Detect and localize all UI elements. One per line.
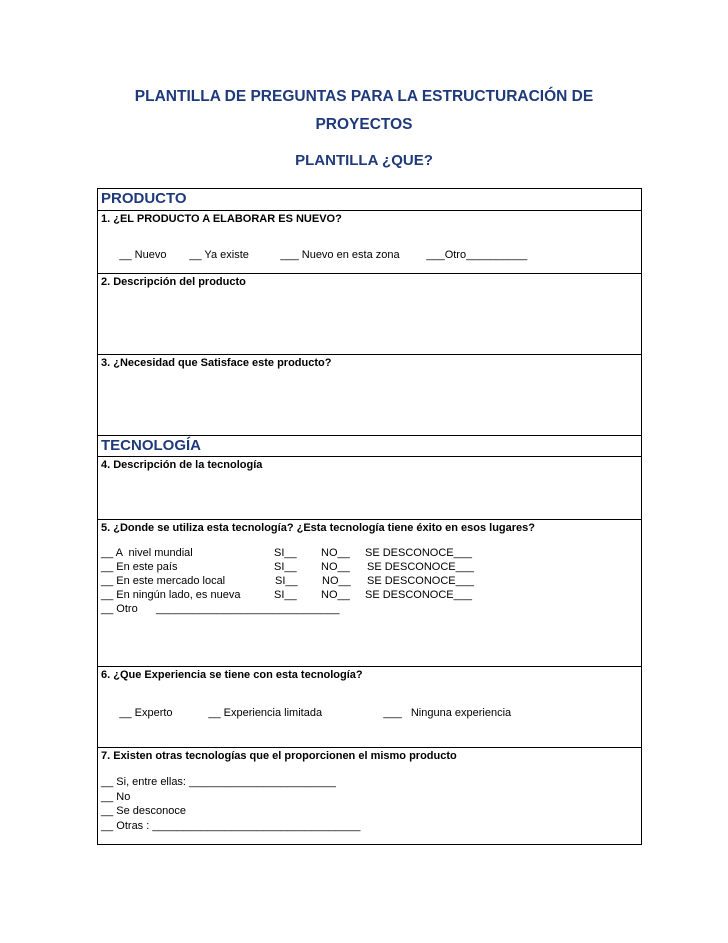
option-se-desconoce[interactable]: SE DESCONOCE___ (367, 561, 474, 573)
section-header-tecnologia: TECNOLOGÍA (98, 435, 641, 456)
option-si-entre-ellas[interactable]: __ Si, entre ellas: ________________________ (101, 776, 336, 788)
option-nuevo-en-zona[interactable]: ___ Nuevo en esta zona (280, 249, 400, 261)
question-6-cell[interactable] (98, 666, 641, 747)
question-1-text: 1. ¿EL PRODUCTO A ELABORAR ES NUEVO? (101, 213, 342, 225)
grid-row-label: __ A nivel mundial (101, 547, 193, 559)
grid-row-label: __ En este país (101, 561, 178, 573)
question-5-text: 5. ¿Donde se utiliza esta tecnología? ¿Esta tecnología tiene éxito en esos lugares? (101, 522, 535, 534)
option-otro[interactable]: ___Otro__________ (426, 249, 528, 261)
option-se-desconoce[interactable]: SE DESCONOCE___ (367, 575, 474, 587)
document-title-line1: PLANTILLA DE PREGUNTAS PARA LA ESTRUCTURACIÓN DE (134, 88, 594, 105)
question-7-text: 7. Existen otras tecnologías que el proporcionen el mismo producto (101, 750, 457, 762)
question-2-cell[interactable] (98, 273, 641, 354)
option-ninguna-experiencia[interactable]: ___ Ninguna experiencia (383, 707, 512, 719)
option-no[interactable]: NO__ (321, 561, 350, 573)
question-3-cell[interactable] (98, 354, 641, 435)
grid-row (101, 589, 638, 603)
option-no[interactable]: __ No (101, 790, 131, 803)
question-1-options (101, 237, 638, 261)
option-no[interactable]: NO__ (322, 575, 351, 587)
question-7-cell[interactable] (98, 747, 641, 844)
questionnaire-table (97, 188, 642, 845)
question-1-cell[interactable] (98, 210, 641, 273)
question-6-text: 6. ¿Que Experiencia se tiene con esta tecnología? (101, 669, 363, 681)
option-nuevo[interactable]: __ Nuevo (119, 249, 167, 261)
option-si[interactable]: SI__ (274, 589, 297, 601)
question-3-text: 3. ¿Necesidad que Satisface este producto? (101, 357, 332, 369)
document-subtitle: PLANTILLA ¿QUE? (295, 152, 433, 169)
option-si[interactable]: SI__ (274, 561, 297, 573)
option-experiencia-limitada[interactable]: __ Experiencia limitada (208, 707, 323, 719)
option-se-desconoce[interactable]: SE DESCONOCE___ (365, 589, 472, 601)
option-ya-existe[interactable]: __ Ya existe (189, 249, 249, 261)
grid-row (101, 561, 638, 575)
question-5-cell[interactable] (98, 519, 641, 666)
option-no[interactable]: NO__ (321, 547, 350, 559)
grid-row (101, 575, 638, 589)
option-otro[interactable]: __ Otro ______________________________ (101, 603, 340, 615)
option-se-desconoce[interactable]: SE DESCONOCE___ (365, 547, 472, 559)
question-5-grid (101, 547, 638, 617)
document-title-line2: PROYECTOS (315, 116, 413, 133)
grid-row (101, 547, 638, 561)
grid-row-label: __ En ningún lado, es nueva (101, 589, 241, 601)
question-6-options (101, 695, 638, 719)
option-no[interactable]: NO__ (321, 589, 350, 601)
option-experto[interactable]: __ Experto (119, 707, 173, 719)
option-se-desconoce[interactable]: __ Se desconoce (101, 805, 187, 817)
option-otras[interactable]: __ Otras : __________________________________ (101, 819, 361, 832)
question-4-text: 4. Descripción de la tecnología (101, 459, 263, 471)
option-si[interactable]: SI__ (274, 547, 297, 559)
section-header-producto: PRODUCTO (101, 190, 187, 207)
grid-row-label: __ En este mercado local (101, 575, 226, 587)
option-si[interactable]: SI__ (275, 575, 298, 587)
grid-row-other[interactable] (101, 603, 638, 617)
question-2-text: 2. Descripción del producto (101, 276, 246, 288)
question-4-cell[interactable] (98, 456, 641, 519)
